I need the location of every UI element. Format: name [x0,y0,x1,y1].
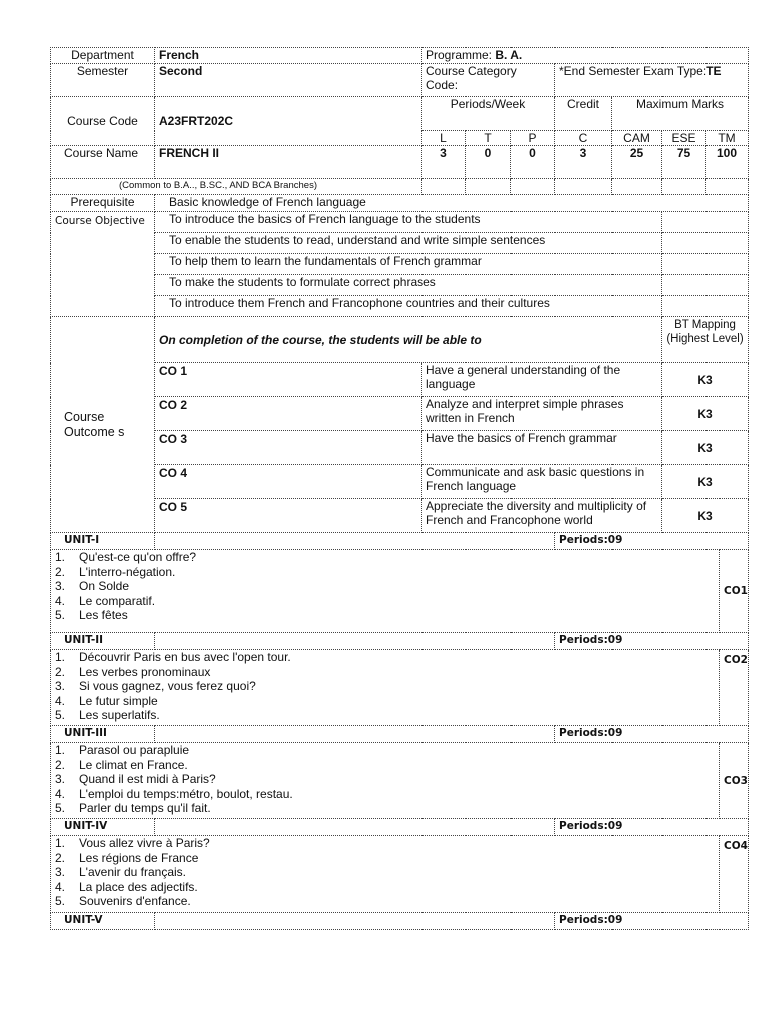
val-l: 3 [422,146,466,179]
unit-co: CO4 [720,836,749,913]
topic-item: 1. Découvrir Paris en bus avec l'open tour. [55,650,291,664]
col-tm: TM [706,131,749,146]
topic-item: 2. Les régions de France [55,850,199,865]
exam-type-value: TE [706,64,722,78]
topic-item: 1. Qu'est-ce qu'on offre? [55,550,197,564]
objective-item: To make the students to formulate correct phrases [155,275,662,296]
unit-periods: Periods:09 [555,633,749,650]
unit-periods: Periods:09 [555,726,749,743]
unit-title: UNIT-I [51,533,155,550]
topic-item: 2. Les verbes pronominaux [55,664,211,679]
objective-item: To help them to learn the fundamentals of French grammar [155,254,662,275]
course-code-label: Course Code [51,97,155,146]
bt-level: K3 [662,431,749,465]
unit-topics [51,836,720,913]
objective-label: Course Objective [51,212,155,317]
course-category-label: Course Category Code: [422,64,555,97]
topic-item: 3. L'avenir du français. [55,865,187,879]
unit-topics [51,743,720,819]
objective-item: To introduce them French and Francophone countries and their cultures [155,296,662,317]
course-name-label: Course Name [51,146,155,179]
empty-cell [555,179,612,195]
unit-title: UNIT-IV [51,819,155,836]
co-code: CO 1 [155,363,422,397]
course-name-value: FRENCH II [155,146,422,179]
exam-type-cell [555,64,749,97]
objective-item: To introduce the basics of French language to the students [155,212,662,233]
val-tm: 100 [706,146,749,179]
topic-item: 5. Les superlatifs. [55,708,160,722]
unit-periods: Periods:09 [555,533,749,550]
empty-cell [662,275,749,296]
semester-label: Semester [51,64,155,97]
empty-cell [662,212,749,233]
objective-item: To enable the students to read, understand and write simple sentences [155,233,662,254]
topic-item: 1. Parasol ou parapluie [55,743,190,757]
col-t: T [466,131,511,146]
unit-co: CO1 [720,550,749,633]
unit-title: UNIT-V [51,913,155,930]
co-text: Have a general understanding of the language [422,363,662,397]
topic-item: 5. Les fêtes [55,608,128,622]
topic-item: 4. Le comparatif. [55,593,156,608]
empty-cell [155,633,555,650]
co-text: Have the basics of French grammar [422,431,662,465]
col-cam: CAM [612,131,662,146]
co-code: CO 5 [155,499,422,533]
topic-item: 2. Le climat en France. [55,757,188,772]
topic-item: 2. L'interro-négation. [55,564,176,579]
empty-cell [706,179,749,195]
val-p: 0 [511,146,555,179]
topic-item: 5. Souvenirs d'enfance. [55,894,191,908]
common-note: (Common to B.A.., B.SC., AND BCA Branches) [51,179,422,195]
col-c: C [555,131,612,146]
co-text: Appreciate the diversity and multiplicity of French and Francophone world [422,499,662,533]
empty-cell [466,179,511,195]
empty-cell [662,254,749,275]
syllabus-table [50,47,749,930]
empty-cell [662,233,749,254]
co-code: CO 2 [155,397,422,431]
empty-cell [612,179,662,195]
max-marks-label: Maximum Marks [612,97,749,131]
co-text: Analyze and interpret simple phrases written in French [422,397,662,431]
val-c: 3 [555,146,612,179]
col-p: P [511,131,555,146]
bt-mapping-label: BT Mapping (Highest Level) [662,317,749,363]
empty-cell [155,533,555,550]
outcome-intro: On completion of the course, the students will be able to [155,317,662,363]
department-label: Department [51,48,155,64]
syllabus-document [50,47,748,930]
val-cam: 25 [612,146,662,179]
empty-cell [511,179,555,195]
bt-level: K3 [662,465,749,499]
unit-title: UNIT-III [51,726,155,743]
unit-periods: Periods:09 [555,819,749,836]
unit-periods: Periods:09 [555,913,749,930]
outcome-label: Course Outcome s [51,317,155,533]
co-text: Communicate and ask basic questions in French language [422,465,662,499]
empty-cell [155,726,555,743]
topic-item: 3. Quand il est midi à Paris? [55,772,216,786]
col-ese: ESE [662,131,706,146]
val-ese: 75 [662,146,706,179]
unit-title: UNIT-II [51,633,155,650]
bt-level: K3 [662,397,749,431]
programme-label: Programme: [426,48,493,62]
unit-topics [51,550,720,633]
topic-item: 3. Si vous gagnez, vous ferez quoi? [55,679,256,693]
programme-value: B. A. [495,48,523,62]
co-code: CO 4 [155,465,422,499]
bt-level: K3 [662,499,749,533]
topic-item: 3. On Solde [55,579,130,593]
semester-value: Second [155,64,422,97]
empty-cell [422,179,466,195]
course-code-value: A23FRT202C [155,97,422,146]
prerequisite-label: Prerequisite [51,195,155,212]
periods-week-label: Periods/Week [422,97,555,131]
unit-topics [51,650,720,726]
topic-item: 1. Vous allez vivre à Paris? [55,836,210,850]
programme-cell [422,48,749,64]
bt-level: K3 [662,363,749,397]
empty-cell [662,296,749,317]
credit-label: Credit [555,97,612,131]
co-code: CO 3 [155,431,422,465]
department-value: French [155,48,422,64]
topic-item: 4. L'emploi du temps:métro, boulot, restau. [55,786,293,801]
unit-co: CO3 [720,743,749,819]
topic-item: 5. Parler du temps qu'il fait. [55,801,211,815]
topic-item: 4. La place des adjectifs. [55,879,198,894]
col-l: L [422,131,466,146]
empty-cell [155,819,555,836]
exam-type-label: *End Semester Exam Type: [559,64,707,78]
unit-co: CO2 [720,650,749,726]
topic-item: 4. Le futur simple [55,693,158,708]
empty-cell [662,179,706,195]
prerequisite-value: Basic knowledge of French language [155,195,749,212]
empty-cell [155,913,555,930]
val-t: 0 [466,146,511,179]
